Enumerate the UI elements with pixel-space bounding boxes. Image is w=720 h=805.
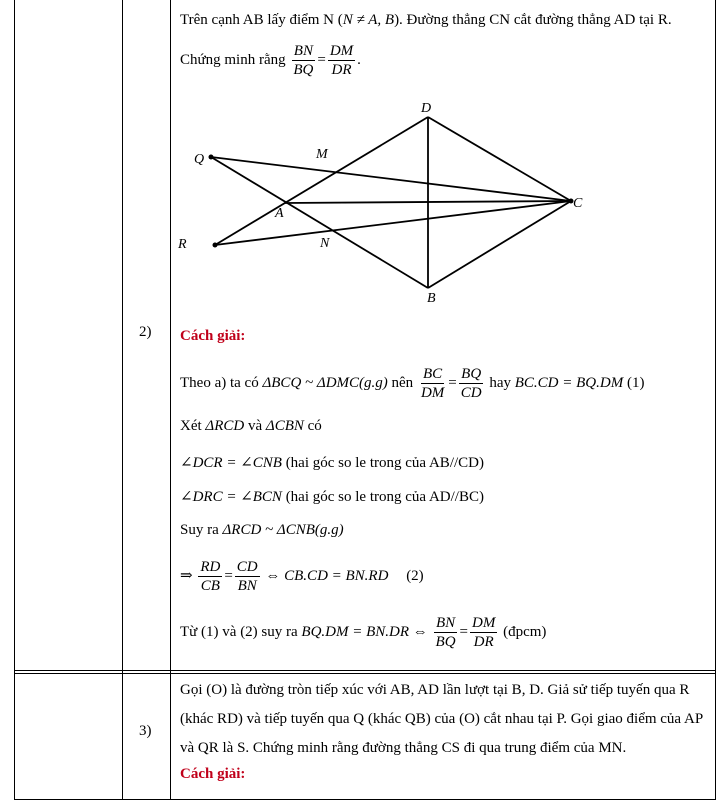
edge-AD — [215, 117, 428, 245]
label-R: R — [178, 237, 187, 252]
point-Q — [209, 155, 214, 160]
edge-RC — [215, 201, 571, 245]
step6-fraction-1: $\frac{RD}{CB}$ — [200, 559, 221, 594]
solution-heading-2: Cách giải: — [180, 328, 246, 344]
point-R — [213, 243, 218, 248]
solution-step-3: ∠DCR = ∠CNB (hai góc so le trong của AB//CD) — [180, 455, 484, 471]
label-B: B — [427, 291, 436, 306]
row-divider-double — [14, 673, 716, 674]
solution-step-2: Xét ΔRCD và ΔCBN có — [180, 418, 322, 434]
solution-heading-3: Cách giải: — [180, 766, 246, 782]
step1-fraction-1: $\frac{BC}{DM}$ — [420, 366, 445, 401]
solution-step-4: ∠DRC = ∠BCN (hai góc so le trong của AD//BC) — [180, 489, 484, 505]
label-D: D — [421, 101, 432, 116]
label-N: N — [320, 236, 330, 251]
problem-3-statement: Gọi (O) là đường tròn tiếp xúc với AB, AD lần lượt tại B, D. Giả sử tiếp tuyến qua R (khác RD) và tiếp tuyến qua Q (khác QB) của (O) cắt nhau tại P. Gọi giao điểm của AP và QR là S. Chứng minh rằng đường thẳng CS đi qua trung điểm của MN. — [180, 682, 703, 756]
intro-text-end: ). Đường thẳng CN cắt đường thẳng AD tại R. — [394, 12, 672, 28]
prove-fraction-2: $\frac{DM}{DR}$ — [329, 43, 354, 78]
geometry-figure — [0, 90, 720, 410]
solution-step-5: Suy ra ΔRCD ~ ΔCNB(g.g) — [180, 522, 344, 538]
row-number-2: 2) — [139, 324, 152, 340]
intro-condition: N ≠ A, B — [342, 12, 395, 28]
label-A: A — [275, 206, 284, 221]
step6-fraction-2: $\frac{CD}{BN}$ — [236, 559, 258, 594]
row-divider — [14, 670, 716, 671]
step7-fraction-1: $\frac{BN}{BQ}$ — [435, 615, 456, 650]
problem-statement-line1 — [180, 12, 672, 29]
edge-QC — [211, 157, 571, 201]
solution-step-6: ⇒ $\frac{RD}{CB}$ = $\frac{CD}{BN}$ ⇔ CB.CD = BN.RD (2) — [180, 559, 424, 594]
label-C: C — [573, 196, 583, 211]
solution-step-1: Theo a) ta có ΔBCQ ~ ΔDMC(g.g) nên $\frac{BC}{DM}$ = $\frac{BQ}{CD}$ hay BC.CD = BQ.DM (1) — [180, 366, 645, 401]
step7-fraction-2: $\frac{DM}{DR}$ — [472, 615, 496, 650]
solution-step-7: Từ (1) và (2) suy ra BQ.DM = BN.DR ⇔ $\frac{BN}{BQ}$ = $\frac{DM}{DR}$ (đpcm) — [180, 615, 547, 650]
prove-statement: Chứng minh rằng $\frac{BN}{BQ}$ = $\frac{DM}{DR}$ . — [180, 43, 361, 78]
edge-DC — [428, 117, 571, 201]
table-border-bottom — [14, 799, 716, 800]
prove-prefix: Chứng minh rằng — [180, 51, 286, 68]
edge-BC — [428, 201, 571, 288]
label-Q: Q — [194, 152, 205, 167]
prove-fraction-1: $\frac{BN}{BQ}$ — [293, 43, 314, 78]
row-number-3: 3) — [139, 723, 152, 739]
step1-fraction-2: $\frac{BQ}{CD}$ — [460, 366, 482, 401]
label-M: M — [316, 147, 328, 162]
intro-text: Trên cạnh AB lấy điểm N ( — [180, 12, 343, 28]
